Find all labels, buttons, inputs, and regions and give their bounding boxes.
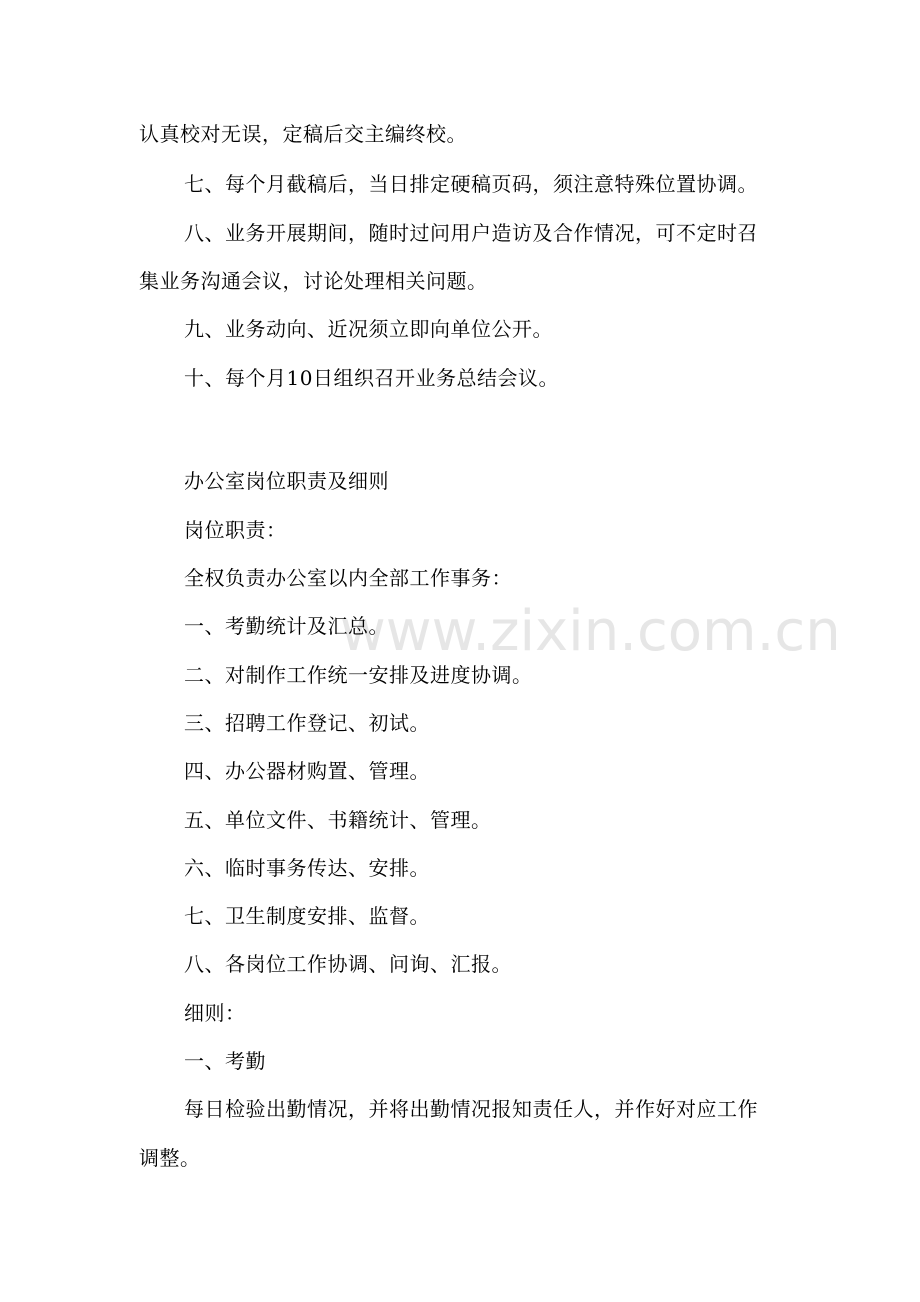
paragraph-line: 十、每个月10日组织召开业务总结会议。 bbox=[184, 366, 559, 390]
section-title: 办公室岗位职责及细则 bbox=[184, 469, 389, 493]
list-item: 二、对制作工作统一安排及进度协调。 bbox=[184, 663, 533, 687]
subheading-rules: 细则： bbox=[184, 1001, 246, 1025]
paragraph-line: 九、业务动向、近况须立即向单位公开。 bbox=[184, 317, 553, 341]
paragraph-line: 八、业务开展期间，随时过问用户造访及合作情况，可不定时召 bbox=[184, 221, 758, 245]
list-item: 一、考勤 bbox=[184, 1049, 266, 1073]
paragraph-line: 每日检验出勤情况，并将出勤情况报知责任人，并作好对应工作 bbox=[184, 1097, 758, 1121]
paragraph-line: 调整。 bbox=[139, 1146, 201, 1170]
list-item: 八、各岗位工作协调、问询、汇报。 bbox=[184, 952, 512, 976]
subheading-duties: 岗位职责： bbox=[184, 518, 287, 542]
list-item: 四、办公器材购置、管理。 bbox=[184, 759, 430, 783]
list-item: 七、卫生制度安排、监督。 bbox=[184, 904, 430, 928]
paragraph-line: 七、每个月截稿后，当日排定硬稿页码，须注意特殊位置协调。 bbox=[184, 172, 758, 196]
list-item: 一、考勤统计及汇总。 bbox=[184, 614, 389, 638]
list-item: 六、临时事务传达、安排。 bbox=[184, 856, 430, 880]
paragraph-line: 全权负责办公室以内全部工作事务： bbox=[184, 566, 512, 590]
list-item: 五、单位文件、书籍统计、管理。 bbox=[184, 808, 492, 832]
list-item: 三、招聘工作登记、初试。 bbox=[184, 711, 430, 735]
watermark: www.zixin.com.cn bbox=[340, 599, 841, 664]
paragraph-line: 认真校对无误，定稿后交主编终校。 bbox=[139, 122, 467, 146]
paragraph-line: 集业务沟通会议，讨论处理相关问题。 bbox=[139, 269, 488, 293]
